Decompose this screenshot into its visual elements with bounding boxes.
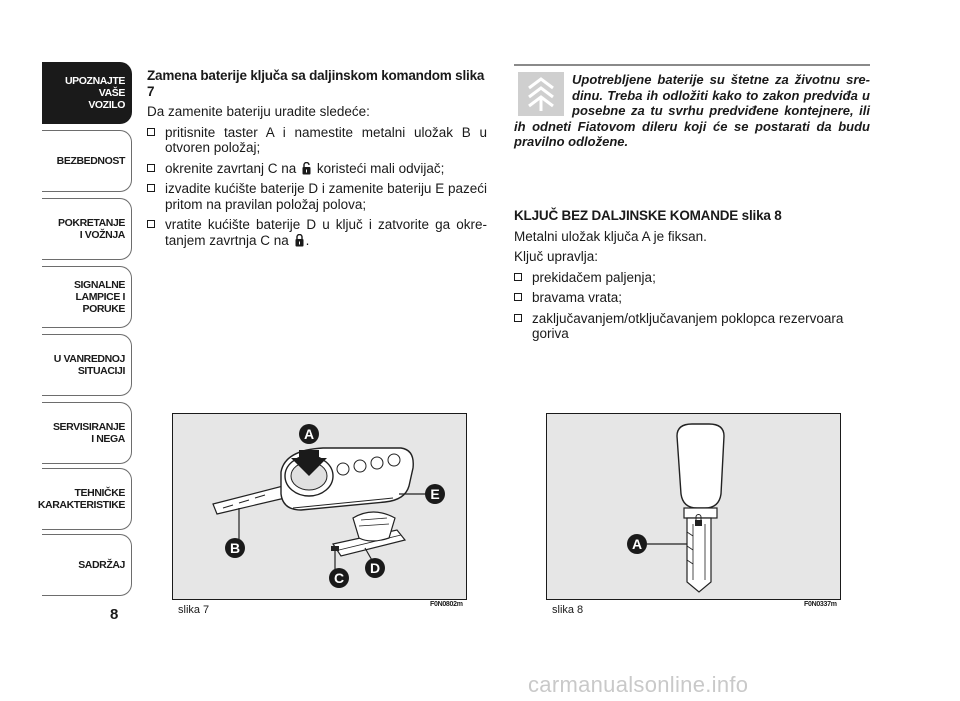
figure-8-code: F0N0337m (804, 601, 837, 608)
item-text: prekidačem paljenja; (532, 269, 656, 285)
item-text: bravama vrata; (532, 290, 623, 305)
checkbox-bullet-icon (147, 128, 155, 136)
tab-servisiranje-i-nega[interactable]: SERVISIRANJE I NEGA (42, 402, 132, 464)
environment-note (514, 64, 870, 150)
lock-icon (295, 234, 304, 247)
figure-8-key (546, 413, 841, 600)
checkbox-bullet-icon (147, 184, 155, 192)
label-a: A (631, 536, 643, 552)
watermark: carmanualsonline.info (528, 672, 749, 697)
list-item (514, 270, 870, 286)
remote-key-illustration (173, 414, 466, 599)
page-number: 8 (110, 606, 119, 623)
step-text: pritisnite taster A i namestite metalni uložak B u otvoren položaj; (165, 124, 487, 155)
section-heading: Zamena baterije ključa sa daljinskom komandom slika 7 (147, 68, 485, 99)
steps-list (147, 125, 487, 249)
list-item (147, 217, 487, 248)
step-text: izvadite kućište baterije D i zamenite bateriju E pazeći pritom na pravilan položaj polova; (165, 181, 487, 212)
paragraph: Metalni uložak ključa A je fiksan. (514, 228, 707, 244)
list-item (147, 181, 487, 212)
figure-7-caption: slika 7 (178, 604, 210, 616)
tab-pokretanje-i-voznja[interactable]: POKRETANJE I VOŽNJA (42, 198, 132, 260)
label-b: B (229, 540, 241, 556)
plain-key-illustration (547, 414, 840, 599)
key-functions-list (514, 270, 870, 342)
step-text: koristeći mali odvijač; (313, 160, 445, 176)
label-c: C (333, 570, 345, 586)
note-text: Upotrebljene baterije su štetne za životnu sre-dinu. Treba ih odložiti kako to zakon predviđa u posebne za tu svrhu predviđene kontejnere, ili ih odneti Fiatovom dileru koji će se postarati da budu pravilno odložene. (514, 72, 870, 149)
list-item (147, 125, 487, 156)
tab-tehnicke-karakteristike[interactable]: TEHNIČKE KARAKTERISTIKE (42, 468, 132, 530)
label-d: D (369, 560, 381, 576)
key-without-remote-section (514, 208, 870, 347)
label-e: E (430, 486, 440, 502)
unlock-icon (302, 162, 311, 175)
battery-replacement-section (147, 68, 487, 253)
checkbox-bullet-icon (147, 220, 155, 228)
item-text: zaključavanjem/otključavanjem poklopca rezervoara goriva (532, 310, 844, 341)
label-a: A (303, 426, 315, 442)
step-text: okrenite zavrtanj C na (165, 160, 301, 176)
step-text: . (305, 232, 310, 248)
checkbox-bullet-icon (147, 164, 155, 172)
tab-sadrzaj[interactable]: SADRŽAJ (42, 534, 132, 596)
figure-7-remote-key (172, 413, 467, 600)
tab-u-vanrednoj-situaciji[interactable]: U VANREDNOJ SITUACIJI (42, 334, 132, 396)
checkbox-bullet-icon (514, 293, 522, 301)
tab-signalne-lampice[interactable]: SIGNALNE LAMPICE I PORUKE (42, 266, 132, 328)
figure-7-code: F0N0802m (430, 601, 463, 608)
list-item (514, 311, 870, 342)
figure-8-caption: slika 8 (552, 604, 584, 616)
step-text: vratite kućište baterije D u ključ i zatvorite ga okre-tanjem zavrtnja C na (165, 217, 487, 248)
checkbox-bullet-icon (514, 314, 522, 322)
list-item (147, 161, 487, 177)
tab-bezbednost[interactable]: BEZBEDNOST (42, 130, 132, 192)
section-heading: KLJUČ BEZ DALJINSKE KOMANDE slika 8 (514, 208, 782, 223)
paragraph: Ključ upravlja: (514, 249, 599, 264)
recycle-tree-icon (518, 72, 564, 116)
tab-upoznajte-vase-vozilo[interactable]: UPOZNAJTE VAŠE VOZILO (42, 62, 132, 124)
checkbox-bullet-icon (514, 273, 522, 281)
intro-text: Da zamenite bateriju uradite sledeće: (147, 104, 370, 119)
list-item (514, 290, 870, 306)
